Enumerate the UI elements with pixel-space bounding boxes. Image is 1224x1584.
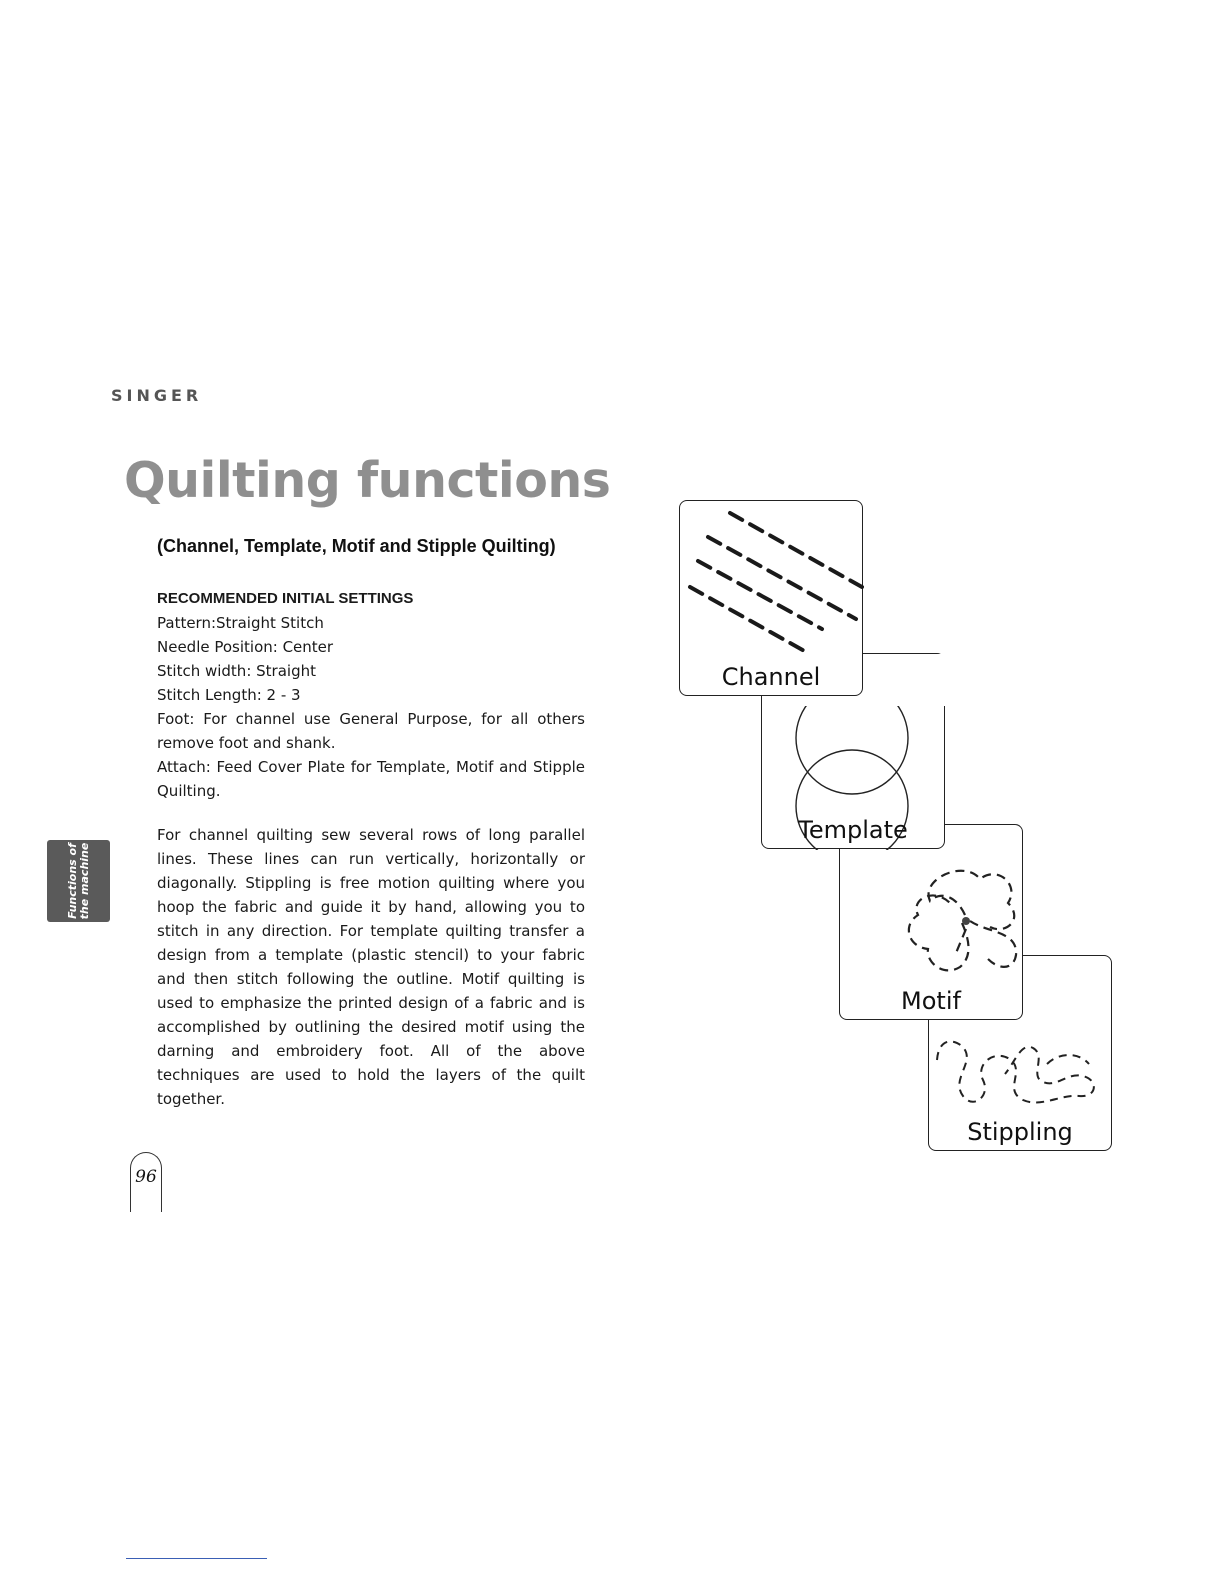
settings-heading: RECOMMENDED INITIAL SETTINGS (157, 590, 414, 607)
page-subtitle: (Channel, Template, Motif and Stipple Quilting) (157, 536, 556, 556)
brand-logo: SINGER (111, 386, 203, 405)
section-side-tab (47, 840, 110, 922)
side-tab-line-1: Functions of (65, 843, 79, 919)
template-label: Template (798, 816, 908, 844)
stippling-label: Stippling (967, 1118, 1073, 1146)
settings-block (157, 587, 585, 803)
channel-card (679, 500, 863, 696)
footer-rule (126, 1558, 267, 1559)
setting-pattern: Pattern:Straight Stitch (157, 614, 324, 632)
setting-foot: Foot: For channel use General Purpose, for all others remove foot and shank. (157, 710, 585, 752)
setting-needle-position: Needle Position: Center (157, 638, 334, 656)
page-title: Quilting functions (124, 452, 611, 509)
setting-attach: Attach: Feed Cover Plate for Template, Motif and Stipple Quilting. (157, 758, 585, 800)
channel-label: Channel (721, 663, 821, 691)
setting-stitch-width: Stitch width: Straight (157, 662, 316, 680)
motif-card (839, 824, 1023, 1020)
motif-label: Motif (901, 987, 961, 1015)
body-paragraph: For channel quilting sew several rows of long parallel lines. These lines can run vertically, horizontally or diagonally. Stippling is free motion quilting where you hoop the fabric and guide it by hand, allowing you to stitch in any direction. For template quilting transfer a design from a template (plastic stencil) to your fabric and then stitch following the outline. Motif quilting is used to emphasize the printed design of a fabric and is accomplished by outlining the desired motif using the darning and embroidery foot. All of the above techniques are used to hold the layers of the quilt together. (157, 826, 585, 1108)
side-tab-line-2: the machine (77, 842, 91, 920)
page-number-tab (130, 1152, 162, 1212)
page-number: 96 (135, 1167, 157, 1187)
side-tab-label (67, 843, 91, 920)
setting-stitch-length: Stitch Length: 2 - 3 (157, 686, 301, 704)
